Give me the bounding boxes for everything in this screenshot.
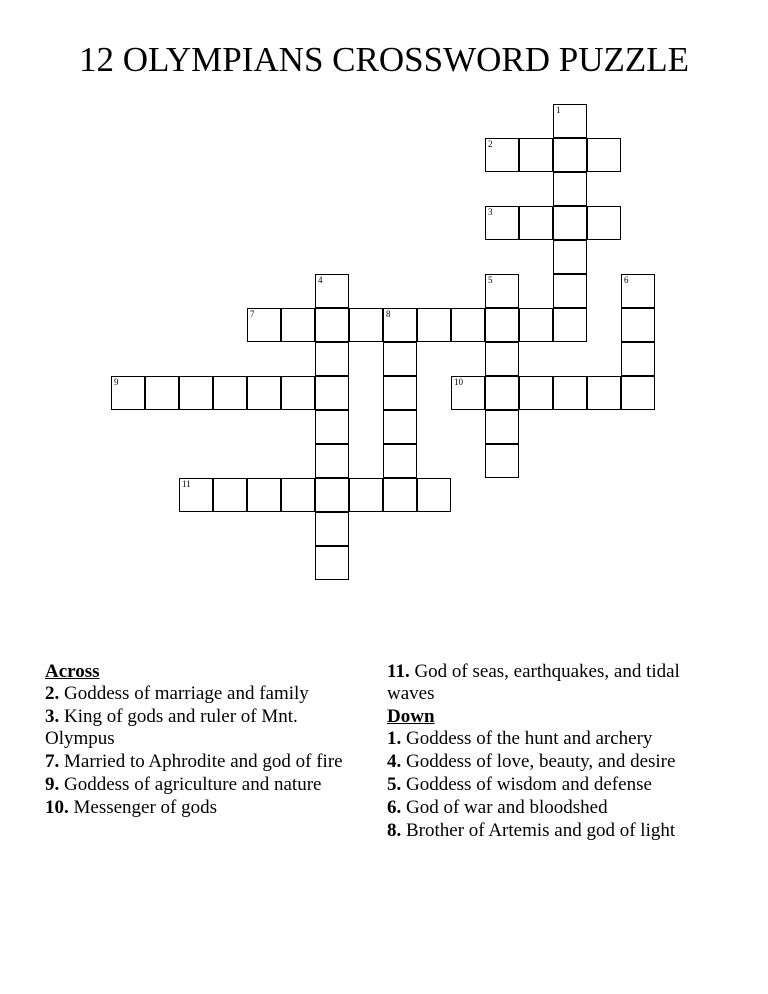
crossword-cell[interactable] bbox=[485, 444, 519, 478]
crossword-cell[interactable] bbox=[315, 546, 349, 580]
crossword-cell[interactable] bbox=[281, 308, 315, 342]
crossword-cell[interactable] bbox=[315, 376, 349, 410]
crossword-cell[interactable] bbox=[485, 206, 519, 240]
crossword-cell[interactable] bbox=[315, 342, 349, 376]
crossword-cell[interactable] bbox=[383, 410, 417, 444]
crossword-cell[interactable] bbox=[519, 376, 553, 410]
crossword-cell[interactable] bbox=[519, 138, 553, 172]
crossword-cell[interactable] bbox=[621, 342, 655, 376]
clue-down-6: 6. God of war and bloodshed bbox=[387, 797, 608, 818]
crossword-cell[interactable] bbox=[145, 376, 179, 410]
clue-down-4: 4. Goddess of love, beauty, and desire bbox=[387, 751, 676, 772]
crossword-cell[interactable] bbox=[213, 376, 247, 410]
crossword-cell[interactable] bbox=[621, 274, 655, 308]
crossword-cell[interactable] bbox=[451, 376, 485, 410]
cell-number: 7 bbox=[250, 309, 255, 319]
crossword-cell[interactable] bbox=[247, 308, 281, 342]
crossword-cell[interactable] bbox=[383, 308, 417, 342]
clue-across-9: 9. Goddess of agriculture and nature bbox=[45, 774, 322, 795]
crossword-cell[interactable] bbox=[553, 206, 587, 240]
crossword-cell[interactable] bbox=[383, 376, 417, 410]
crossword-cell[interactable] bbox=[349, 308, 383, 342]
crossword-cell[interactable] bbox=[485, 376, 519, 410]
cell-number: 8 bbox=[386, 309, 391, 319]
clue-across-10: 10. Messenger of gods bbox=[45, 797, 218, 818]
crossword-cell[interactable] bbox=[315, 444, 349, 478]
cell-number: 5 bbox=[488, 275, 493, 285]
crossword-cell[interactable] bbox=[383, 478, 417, 512]
cell-number: 9 bbox=[114, 377, 119, 387]
across-heading: Across bbox=[45, 661, 100, 682]
crossword-cell[interactable] bbox=[553, 104, 587, 138]
crossword-cell[interactable] bbox=[349, 478, 383, 512]
crossword-cell[interactable] bbox=[587, 206, 621, 240]
crossword-cell[interactable] bbox=[587, 376, 621, 410]
clue-down-8: 8. Brother of Artemis and god of light bbox=[387, 820, 676, 841]
crossword-cell[interactable] bbox=[621, 308, 655, 342]
clue-across-11: 11. God of seas, earthquakes, and tidal waves bbox=[387, 661, 680, 704]
cell-number: 4 bbox=[318, 275, 323, 285]
clue-across-3: 3. King of gods and ruler of Mnt. Olympus bbox=[45, 706, 298, 749]
cell-number: 1 bbox=[556, 105, 561, 115]
crossword-cell[interactable] bbox=[281, 376, 315, 410]
crossword-cell[interactable] bbox=[179, 376, 213, 410]
cell-number: 2 bbox=[488, 139, 493, 149]
crossword-cell[interactable] bbox=[553, 376, 587, 410]
clue-down-1: 1. Goddess of the hunt and archery bbox=[387, 728, 653, 749]
crossword-cell[interactable] bbox=[553, 308, 587, 342]
crossword-cell[interactable] bbox=[485, 274, 519, 308]
crossword-cell[interactable] bbox=[417, 308, 451, 342]
crossword-cell[interactable] bbox=[485, 410, 519, 444]
crossword-cell[interactable] bbox=[553, 240, 587, 274]
crossword-cell[interactable] bbox=[485, 308, 519, 342]
crossword-cell[interactable] bbox=[451, 308, 485, 342]
clue-across-2: 2. Goddess of marriage and family bbox=[45, 683, 309, 704]
crossword-cell[interactable] bbox=[315, 512, 349, 546]
crossword-cell[interactable] bbox=[315, 308, 349, 342]
clue-down-5: 5. Goddess of wisdom and defense bbox=[387, 774, 652, 795]
crossword-cell[interactable] bbox=[315, 410, 349, 444]
crossword-cell[interactable] bbox=[213, 478, 247, 512]
crossword-cell[interactable] bbox=[111, 376, 145, 410]
crossword-cell[interactable] bbox=[485, 138, 519, 172]
crossword-cell[interactable] bbox=[179, 478, 213, 512]
clues-column-left bbox=[45, 661, 365, 820]
crossword-cell[interactable] bbox=[519, 308, 553, 342]
clue-across-7: 7. Married to Aphrodite and god of fire bbox=[45, 751, 343, 772]
crossword-cell[interactable] bbox=[485, 342, 519, 376]
clues-column-right bbox=[387, 661, 707, 843]
crossword-cell[interactable] bbox=[383, 444, 417, 478]
down-heading: Down bbox=[387, 706, 435, 727]
cell-number: 11 bbox=[182, 479, 191, 489]
crossword-cell[interactable] bbox=[383, 342, 417, 376]
crossword-cell[interactable] bbox=[281, 478, 315, 512]
crossword-cell[interactable] bbox=[553, 274, 587, 308]
crossword-cell[interactable] bbox=[519, 206, 553, 240]
crossword-cell[interactable] bbox=[247, 478, 281, 512]
crossword-cell[interactable] bbox=[621, 376, 655, 410]
crossword-cell[interactable] bbox=[315, 274, 349, 308]
crossword-cell[interactable] bbox=[247, 376, 281, 410]
cell-number: 10 bbox=[454, 377, 463, 387]
cell-number: 6 bbox=[624, 275, 629, 285]
crossword-cell[interactable] bbox=[587, 138, 621, 172]
page-title: 12 OLYMPIANS CROSSWORD PUZZLE bbox=[78, 40, 690, 79]
crossword-cell[interactable] bbox=[553, 172, 587, 206]
crossword-cell[interactable] bbox=[417, 478, 451, 512]
crossword-cell[interactable] bbox=[553, 138, 587, 172]
cell-number: 3 bbox=[488, 207, 493, 217]
crossword-cell[interactable] bbox=[315, 478, 349, 512]
